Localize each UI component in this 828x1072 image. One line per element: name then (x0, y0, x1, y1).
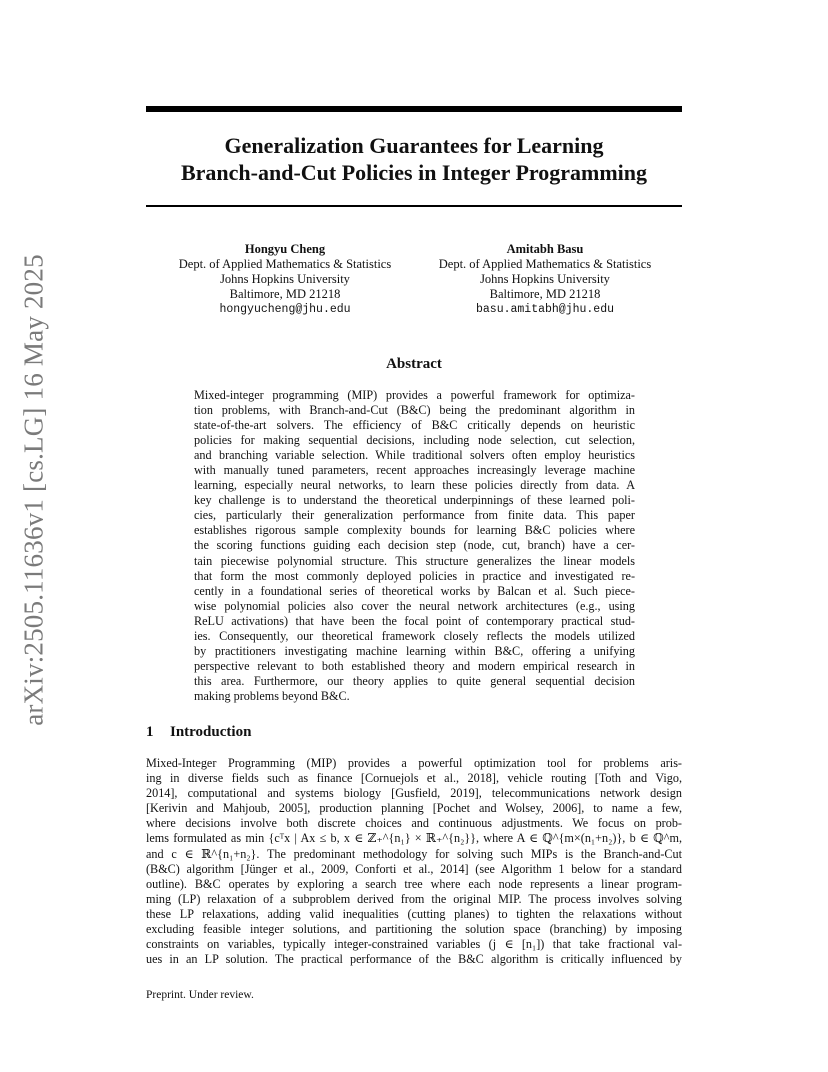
abstract-line: perspective relevant to both established theory and modern empirical research in (194, 658, 635, 673)
intro-line-formula: lems formulated as min {cᵀx | Ax ≤ b, x ∈ ℤ₊^{n₁} × ℝ₊^{n₂}}, where A ∈ ℚ^{m×(n₁+n₂)}, b ∈ ℚ^m, (146, 831, 682, 846)
title-line-2: Branch-and-Cut Policies in Integer Programming (180, 160, 648, 185)
abstract-line: by practitioners investigating machine learning within B&C, offering a unifying (194, 643, 635, 658)
arxiv-identifier: arXiv:2505.11636v1 [cs.LG] 16 May 2025 (18, 254, 49, 726)
abstract-line: making problems beyond B&C. (194, 688, 350, 703)
intro-line: Mixed-Integer Programming (MIP) provides a powerful optimization tool for problems aris- (146, 756, 682, 770)
abstract-line: cently in a foundational series of theoretical works by Balcan et al. Such piece- (194, 583, 635, 598)
abstract-line: the scoring functions guiding each decision step (node, cut, branch) have a cer- (194, 538, 635, 553)
author-block-1 (160, 242, 410, 317)
abstract-line: with manually tuned parameters, recent approaches increasingly leverage machine (194, 463, 635, 478)
intro-line: ming (LP) relaxation of a subproblem derived from the original MIP. The process involves solving (146, 891, 682, 906)
abstract-line: cies, particularly their generalization performance from finite data. This paper (194, 508, 635, 523)
abstract-line: wise polynomial policies also cover the neural network architectures (e.g., using (194, 598, 635, 613)
paper-title (146, 132, 682, 186)
intro-line: 2014], computational and systems biology [Gusfield, 2019], telecommunications network design (146, 786, 682, 801)
preprint-footer: Preprint. Under review. (146, 989, 254, 1001)
intro-line: these LP relaxations, adding valid inequalities (cutting planes) to tighten the relaxations without (146, 906, 682, 921)
intro-line: (B&C) algorithm [Jünger et al., 2009, Conforti et al., 2014] (see Algorithm 1 below for a standard (146, 861, 682, 876)
author-university: Johns Hopkins University (480, 272, 610, 286)
title-line-1: Generalization Guarantees for Learning (224, 133, 604, 158)
introduction-body (146, 756, 682, 967)
intro-line: and c ∈ ℝ^{n₁+n₂}. The predominant methodology for solving such MIPs is the Branch-and-Cut (146, 846, 682, 861)
intro-line: constraints on variables, typically integer-constrained variables (j ∈ [n₁]) that take fractional val- (146, 937, 682, 952)
abstract-line: tion problems, with Branch-and-Cut (B&C) being the predominant algorithm in (194, 403, 635, 418)
abstract-body (194, 388, 635, 704)
intro-line: ing in diverse fields such as finance [Cornuejols et al., 2018], vehicle routing [Toth and Vigo, (146, 771, 682, 786)
intro-line: excluding feasible integer solutions, and partitioning the solution space (branching) by imposing (146, 922, 682, 937)
author-university: Johns Hopkins University (220, 272, 350, 286)
title-rule-top (146, 106, 682, 112)
intro-line: ues in an LP solution. The practical performance of the B&C algorithm is critically influenced by (146, 952, 682, 967)
title-rule-bottom (146, 205, 682, 207)
abstract-line: and branching variable selection. While traditional solvers often employ heuristics (194, 448, 635, 463)
abstract-line: ies. Consequently, our theoretical framework closely reflects the models utilized (194, 628, 635, 643)
section-number: 1 (146, 724, 154, 740)
abstract-line: establishes rigorous sample complexity bounds for learning B&C policies where (194, 523, 635, 538)
section-title: Introduction (170, 724, 252, 740)
author-name: Amitabh Basu (506, 242, 584, 256)
author-name: Hongyu Cheng (244, 242, 326, 256)
abstract-line: learning, especially neural networks, to learn these policies directly from data. A (194, 478, 635, 493)
abstract-line: this area. Furthermore, our theory applies to quite general sequential decision (194, 673, 635, 688)
author-email: hongyucheng@jhu.edu (219, 303, 351, 316)
abstract-line: ReLU activations) that have been the focal point of contemporary practical stud- (194, 613, 635, 628)
abstract-line: state-of-the-art solvers. The efficiency of B&C critically depends on heuristic (194, 418, 635, 433)
section-heading-introduction (146, 724, 251, 741)
author-email: basu.amitabh@jhu.edu (475, 303, 615, 316)
abstract-line: policies for making sequential decisions, including node selection, cut selection, (194, 433, 635, 448)
abstract-line: key challenge is to understand the theoretical underpinnings of these learned poli- (194, 493, 635, 508)
abstract-line: tain piecewise polynomial structure. This structure generalizes the linear models (194, 553, 635, 568)
author-dept: Dept. of Applied Mathematics & Statistics (438, 257, 652, 271)
abstract-line: that form the most commonly deployed policies in practice and investigated re- (194, 568, 635, 583)
author-city: Baltimore, MD 21218 (229, 287, 341, 301)
intro-line: [Kerivin and Mahjoub, 2005], production planning [Pochet and Wolsey, 2006], to name a few, (146, 801, 682, 816)
abstract-line: Mixed-integer programming (MIP) provides a powerful framework for optimiza- (194, 388, 635, 402)
author-block-2 (420, 242, 670, 317)
author-dept: Dept. of Applied Mathematics & Statistics (178, 257, 392, 271)
author-city: Baltimore, MD 21218 (489, 287, 601, 301)
arxiv-side-label (14, 250, 54, 730)
intro-line: outline). B&C operates by exploring a search tree where each node represents a linear program- (146, 876, 682, 891)
abstract-heading: Abstract (386, 356, 442, 372)
intro-line: where decisions involve both discrete choices and continuous adjustments. We focus on prob- (146, 816, 682, 831)
